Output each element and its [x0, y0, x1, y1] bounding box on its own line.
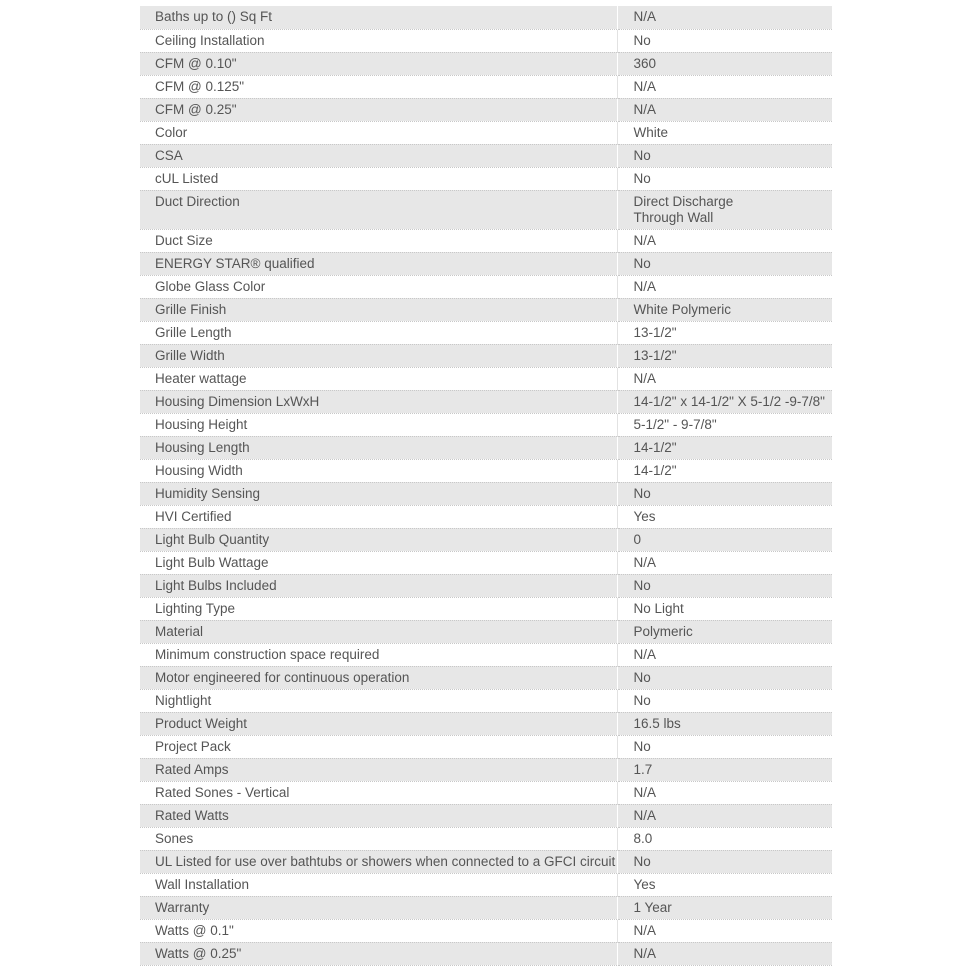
table-row [140, 551, 832, 574]
table-row [140, 827, 832, 850]
table-row [140, 75, 832, 98]
spec-value: No [617, 689, 832, 712]
spec-label: Humidity Sensing [140, 482, 617, 505]
table-row [140, 712, 832, 735]
spec-value: No [617, 666, 832, 689]
spec-value: No [617, 167, 832, 190]
table-row [140, 643, 832, 666]
spec-label: Rated Sones - Vertical [140, 781, 617, 804]
table-row [140, 459, 832, 482]
spec-value: N/A [617, 919, 832, 942]
table-row [140, 597, 832, 620]
spec-label: Housing Width [140, 459, 617, 482]
table-row [140, 919, 832, 942]
spec-label: ENERGY STAR® qualified [140, 252, 617, 275]
spec-label: Grille Finish [140, 298, 617, 321]
table-row [140, 620, 832, 643]
spec-label: Grille Width [140, 344, 617, 367]
table-row [140, 167, 832, 190]
table-row [140, 850, 832, 873]
table-row [140, 689, 832, 712]
spec-label: Baths up to () Sq Ft [140, 6, 617, 29]
spec-label: Housing Dimension LxWxH [140, 390, 617, 413]
spec-label: Product Weight [140, 712, 617, 735]
spec-label: Sones [140, 827, 617, 850]
table-row [140, 144, 832, 167]
spec-label: Duct Direction [140, 190, 617, 229]
spec-value: N/A [617, 942, 832, 965]
table-row [140, 873, 832, 896]
table-row [140, 298, 832, 321]
spec-value: N/A [617, 6, 832, 29]
spec-value: N/A [617, 275, 832, 298]
spec-value: No [617, 29, 832, 52]
table-row [140, 229, 832, 252]
spec-label: Housing Length [140, 436, 617, 459]
spec-label: Light Bulb Wattage [140, 551, 617, 574]
spec-value: No Light [617, 597, 832, 620]
spec-value: 1 Year [617, 896, 832, 919]
spec-label: Watts @ 0.25" [140, 942, 617, 965]
spec-label: CFM @ 0.25" [140, 98, 617, 121]
spec-value: No [617, 144, 832, 167]
spec-value: 0 [617, 528, 832, 551]
spec-label: Heater wattage [140, 367, 617, 390]
spec-value: N/A [617, 367, 832, 390]
table-row [140, 482, 832, 505]
spec-label: Warranty [140, 896, 617, 919]
spec-value: N/A [617, 98, 832, 121]
table-row [140, 344, 832, 367]
spec-value: 14-1/2" x 14-1/2" X 5-1/2 -9-7/8" [617, 390, 832, 413]
table-row [140, 896, 832, 919]
table-row [140, 275, 832, 298]
table-row [140, 390, 832, 413]
spec-label: Wall Installation [140, 873, 617, 896]
spec-value: 13-1/2" [617, 321, 832, 344]
spec-value: 1.7 [617, 758, 832, 781]
spec-value: 14-1/2" [617, 459, 832, 482]
spec-label: Watts @ 0.1" [140, 919, 617, 942]
spec-label: Motor engineered for continuous operation [140, 666, 617, 689]
spec-label: Rated Amps [140, 758, 617, 781]
spec-label: CFM @ 0.125" [140, 75, 617, 98]
spec-value: No [617, 574, 832, 597]
spec-value: 16.5 lbs [617, 712, 832, 735]
spec-label: HVI Certified [140, 505, 617, 528]
spec-label: cUL Listed [140, 167, 617, 190]
table-row [140, 6, 832, 29]
table-row [140, 252, 832, 275]
spec-value: White Polymeric [617, 298, 832, 321]
table-row [140, 505, 832, 528]
table-row [140, 413, 832, 436]
table-row [140, 321, 832, 344]
spec-value: Polymeric [617, 620, 832, 643]
spec-value: Direct Discharge Through Wall [617, 190, 832, 229]
spec-value: N/A [617, 229, 832, 252]
spec-value: N/A [617, 75, 832, 98]
spec-label: Material [140, 620, 617, 643]
spec-label: Minimum construction space required [140, 643, 617, 666]
table-row [140, 367, 832, 390]
spec-label: UL Listed for use over bathtubs or showers when connected to a GFCI circuit [140, 850, 617, 873]
spec-label: Light Bulbs Included [140, 574, 617, 597]
table-row [140, 758, 832, 781]
spec-label: Grille Length [140, 321, 617, 344]
table-row [140, 52, 832, 75]
spec-label: Project Pack [140, 735, 617, 758]
specifications-table-body [140, 6, 832, 965]
spec-value: No [617, 482, 832, 505]
spec-label: Light Bulb Quantity [140, 528, 617, 551]
spec-value: 8.0 [617, 827, 832, 850]
spec-label: Globe Glass Color [140, 275, 617, 298]
spec-value: Yes [617, 505, 832, 528]
spec-value: No [617, 735, 832, 758]
table-row [140, 121, 832, 144]
spec-value: 14-1/2" [617, 436, 832, 459]
spec-value: 13-1/2" [617, 344, 832, 367]
spec-label: CFM @ 0.10" [140, 52, 617, 75]
spec-label: CSA [140, 144, 617, 167]
spec-label: Rated Watts [140, 804, 617, 827]
table-row [140, 528, 832, 551]
table-row [140, 666, 832, 689]
spec-value: No [617, 252, 832, 275]
table-row [140, 98, 832, 121]
table-row [140, 574, 832, 597]
spec-value: N/A [617, 804, 832, 827]
spec-label: Ceiling Installation [140, 29, 617, 52]
spec-value: N/A [617, 551, 832, 574]
spec-value: 360 [617, 52, 832, 75]
table-row [140, 781, 832, 804]
table-row [140, 942, 832, 965]
spec-label: Housing Height [140, 413, 617, 436]
table-row [140, 804, 832, 827]
table-row [140, 190, 832, 229]
spec-label: Lighting Type [140, 597, 617, 620]
spec-value: White [617, 121, 832, 144]
spec-value: No [617, 850, 832, 873]
spec-label: Nightlight [140, 689, 617, 712]
spec-label: Color [140, 121, 617, 144]
spec-value: N/A [617, 781, 832, 804]
spec-label: Duct Size [140, 229, 617, 252]
table-row [140, 436, 832, 459]
table-row [140, 29, 832, 52]
spec-value: Yes [617, 873, 832, 896]
specifications-table [140, 6, 832, 966]
spec-value: 5-1/2" - 9-7/8" [617, 413, 832, 436]
spec-value: N/A [617, 643, 832, 666]
table-row [140, 735, 832, 758]
